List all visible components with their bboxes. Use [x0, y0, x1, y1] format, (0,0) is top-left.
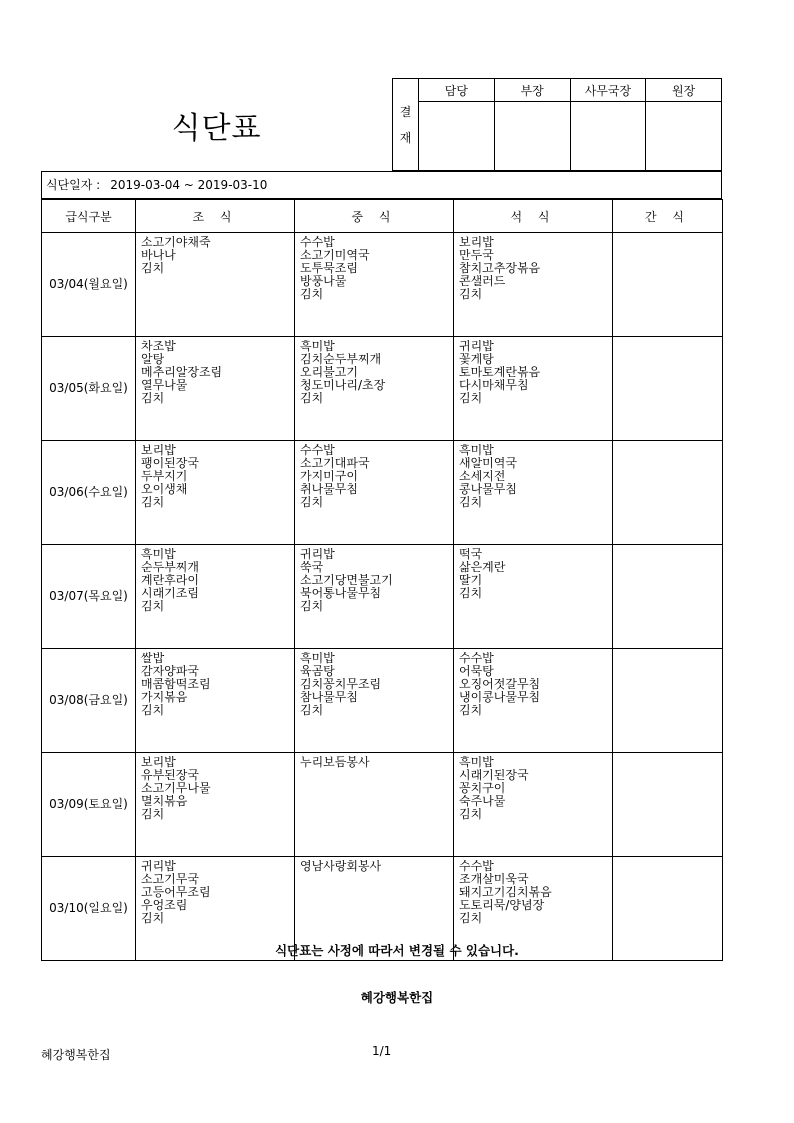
menu-item: 흑미밥	[141, 548, 176, 561]
menu-item: 시래기조림	[141, 587, 199, 600]
menu-item: 김치	[459, 704, 483, 717]
menu-item: 흑미밥	[459, 756, 494, 769]
approval-role-head: 원장	[646, 79, 722, 102]
breakfast-cell	[136, 545, 295, 649]
column-header-dinner: 석 식	[454, 200, 613, 233]
menu-item: 오리불고기	[300, 366, 358, 379]
menu-item: 참치고추장볶음	[459, 262, 541, 275]
menu-item: 돼지고기김치볶음	[459, 886, 552, 899]
menu-item: 수수밥	[300, 444, 335, 457]
menu-item: 새알미역국	[459, 457, 517, 470]
menu-item: 김치	[300, 704, 324, 717]
menu-item: 참나물무침	[300, 691, 358, 704]
table-row	[42, 753, 723, 857]
menu-item: 김치	[141, 912, 165, 925]
menu-item: 소고기대파국	[300, 457, 370, 470]
lunch-cell	[295, 753, 454, 857]
page-number: 1/1	[372, 1044, 392, 1058]
menu-item: 취나물무침	[300, 483, 358, 496]
dinner-cell	[454, 441, 613, 545]
snack-cell	[613, 753, 723, 857]
menu-item: 만두국	[459, 249, 494, 262]
approval-label: 결 재	[393, 79, 419, 171]
approval-sign-box[interactable]	[494, 102, 570, 171]
menu-item: 북어통나물무침	[300, 587, 382, 600]
organization-name: 혜강행복한집	[360, 990, 434, 1005]
menu-item: 누리보듬봉사	[300, 756, 370, 769]
menu-item: 수수밥	[459, 860, 494, 873]
menu-item: 고등어무조림	[141, 886, 211, 899]
menu-table	[41, 199, 723, 961]
menu-item: 계란후라이	[141, 574, 199, 587]
snack-cell	[613, 337, 723, 441]
menu-item: 귀리밥	[300, 548, 335, 561]
table-row	[42, 545, 723, 649]
menu-item: 우엉조림	[141, 899, 188, 912]
menu-item: 유부된장국	[141, 769, 199, 782]
page-title: 식단표	[171, 111, 262, 146]
dinner-cell	[454, 649, 613, 753]
menu-body	[42, 233, 723, 961]
menu-item: 토마토계란볶음	[459, 366, 541, 379]
menu-item: 매콤함떡조림	[141, 678, 211, 691]
menu-item: 김치	[141, 496, 165, 509]
day-label: 03/09(토요일)	[42, 753, 136, 857]
menu-item: 김치	[459, 288, 483, 301]
approval-role-manager: 담당	[419, 79, 495, 102]
menu-item: 김치	[300, 496, 324, 509]
dinner-cell	[454, 545, 613, 649]
menu-item: 어묵탕	[459, 665, 494, 678]
menu-item: 냉이콩나물무침	[459, 691, 541, 704]
menu-item: 팽이된장국	[141, 457, 199, 470]
menu-item: 도토리묵/양념장	[459, 899, 545, 912]
change-notice: 식단표는 사정에 따라서 변경될 수 있습니다.	[275, 943, 519, 958]
menu-date-row	[41, 172, 722, 199]
column-header-lunch: 중 식	[295, 200, 454, 233]
menu-item: 수수밥	[300, 236, 335, 249]
menu-item: 시래기된장국	[459, 769, 529, 782]
approval-sign-box[interactable]	[419, 102, 495, 171]
menu-item: 멸치볶음	[141, 795, 188, 808]
menu-item: 숙주나물	[459, 795, 506, 808]
dinner-cell	[454, 753, 613, 857]
menu-item: 김치	[459, 912, 483, 925]
menu-item: 김치	[459, 392, 483, 405]
approval-role-secretary-general: 사무국장	[570, 79, 646, 102]
approval-box	[392, 78, 722, 171]
snack-cell	[613, 233, 723, 337]
menu-item: 소세지전	[459, 470, 506, 483]
menu-item: 보리밥	[459, 236, 494, 249]
table-row	[42, 649, 723, 753]
lunch-cell	[295, 649, 454, 753]
breakfast-cell	[136, 649, 295, 753]
breakfast-cell	[136, 753, 295, 857]
menu-item: 김치	[141, 262, 165, 275]
menu-item: 순두부찌개	[141, 561, 199, 574]
menu-item: 감자양파국	[141, 665, 199, 678]
menu-item: 꽁치구이	[459, 782, 506, 795]
menu-item: 보리밥	[141, 756, 176, 769]
approval-sign-box[interactable]	[570, 102, 646, 171]
menu-item: 차조밥	[141, 340, 176, 353]
dinner-cell	[454, 233, 613, 337]
menu-item: 영남사랑회봉사	[300, 860, 382, 873]
menu-item: 김치	[459, 496, 483, 509]
snack-cell	[613, 441, 723, 545]
lunch-cell	[295, 337, 454, 441]
menu-item: 메추리알장조림	[141, 366, 223, 379]
breakfast-cell	[136, 441, 295, 545]
table-row	[42, 337, 723, 441]
menu-item: 도투묵조림	[300, 262, 358, 275]
menu-item: 김치	[141, 392, 165, 405]
menu-item: 김치순두부찌개	[300, 353, 382, 366]
menu-item: 김치	[300, 288, 324, 301]
menu-item: 가지미구이	[300, 470, 358, 483]
menu-item: 김치	[459, 587, 483, 600]
menu-item: 두부지기	[141, 470, 188, 483]
table-row	[42, 233, 723, 337]
day-label: 03/06(수요일)	[42, 441, 136, 545]
menu-item: 소고기무국	[141, 873, 199, 886]
menu-item: 김치	[141, 808, 165, 821]
approval-sign-box[interactable]	[646, 102, 722, 171]
menu-item: 귀리밥	[459, 340, 494, 353]
menu-item: 김치	[459, 808, 483, 821]
date-range: 2019-03-04 ~ 2019-03-10	[110, 178, 268, 192]
menu-item: 조개살미욱국	[459, 873, 529, 886]
menu-item: 오이생채	[141, 483, 188, 496]
breakfast-cell	[136, 337, 295, 441]
menu-item: 가지볶음	[141, 691, 188, 704]
day-label: 03/05(화요일)	[42, 337, 136, 441]
menu-item: 보리밥	[141, 444, 176, 457]
footer-organization: 혜강행복한집	[41, 1048, 111, 1062]
menu-item: 김치	[300, 600, 324, 613]
menu-item: 수수밥	[459, 652, 494, 665]
menu-item: 방풍나물	[300, 275, 347, 288]
day-label: 03/07(목요일)	[42, 545, 136, 649]
menu-item: 꽃게탕	[459, 353, 494, 366]
day-label: 03/08(금요일)	[42, 649, 136, 753]
menu-item: 삶은계란	[459, 561, 506, 574]
menu-header-row	[42, 200, 723, 233]
menu-item: 소고기당면불고기	[300, 574, 393, 587]
menu-item: 콩나물무침	[459, 483, 517, 496]
table-row	[42, 441, 723, 545]
menu-item: 쑥국	[300, 561, 324, 574]
menu-item: 알탕	[141, 353, 165, 366]
dinner-cell	[454, 337, 613, 441]
snack-cell	[613, 545, 723, 649]
day-label: 03/10(일요일)	[42, 857, 136, 961]
menu-item: 딸기	[459, 574, 483, 587]
breakfast-cell	[136, 233, 295, 337]
column-header-snack: 간 식	[613, 200, 723, 233]
menu-item: 흑미밥	[300, 652, 335, 665]
menu-item: 떡국	[459, 548, 483, 561]
menu-item: 소고기미역국	[300, 249, 370, 262]
menu-item: 청도미나리/초장	[300, 379, 386, 392]
menu-item: 소고기야채죽	[141, 236, 211, 249]
menu-item: 김치	[300, 392, 324, 405]
day-label: 03/04(월요일)	[42, 233, 136, 337]
lunch-cell	[295, 441, 454, 545]
menu-item: 흑미밥	[300, 340, 335, 353]
column-header-breakfast: 조 식	[136, 200, 295, 233]
menu-item: 열무나물	[141, 379, 188, 392]
menu-item: 김치꽁치무조림	[300, 678, 382, 691]
lunch-cell	[295, 233, 454, 337]
menu-item: 소고기무나물	[141, 782, 211, 795]
approval-role-director: 부장	[494, 79, 570, 102]
snack-cell	[613, 649, 723, 753]
menu-item: 바나나	[141, 249, 176, 262]
date-label: 식단일자 :	[46, 178, 101, 192]
menu-item: 김치	[141, 600, 165, 613]
lunch-cell	[295, 545, 454, 649]
menu-item: 김치	[141, 704, 165, 717]
menu-item: 콘샐러드	[459, 275, 506, 288]
menu-item: 쌀밥	[141, 652, 165, 665]
menu-item: 육곰탕	[300, 665, 335, 678]
menu-item: 다시마채무침	[459, 379, 529, 392]
header	[41, 78, 722, 172]
menu-item: 오징어젓갈무침	[459, 678, 541, 691]
menu-item: 흑미밥	[459, 444, 494, 457]
menu-item: 귀리밥	[141, 860, 176, 873]
column-header-category: 급식구분	[42, 200, 136, 233]
